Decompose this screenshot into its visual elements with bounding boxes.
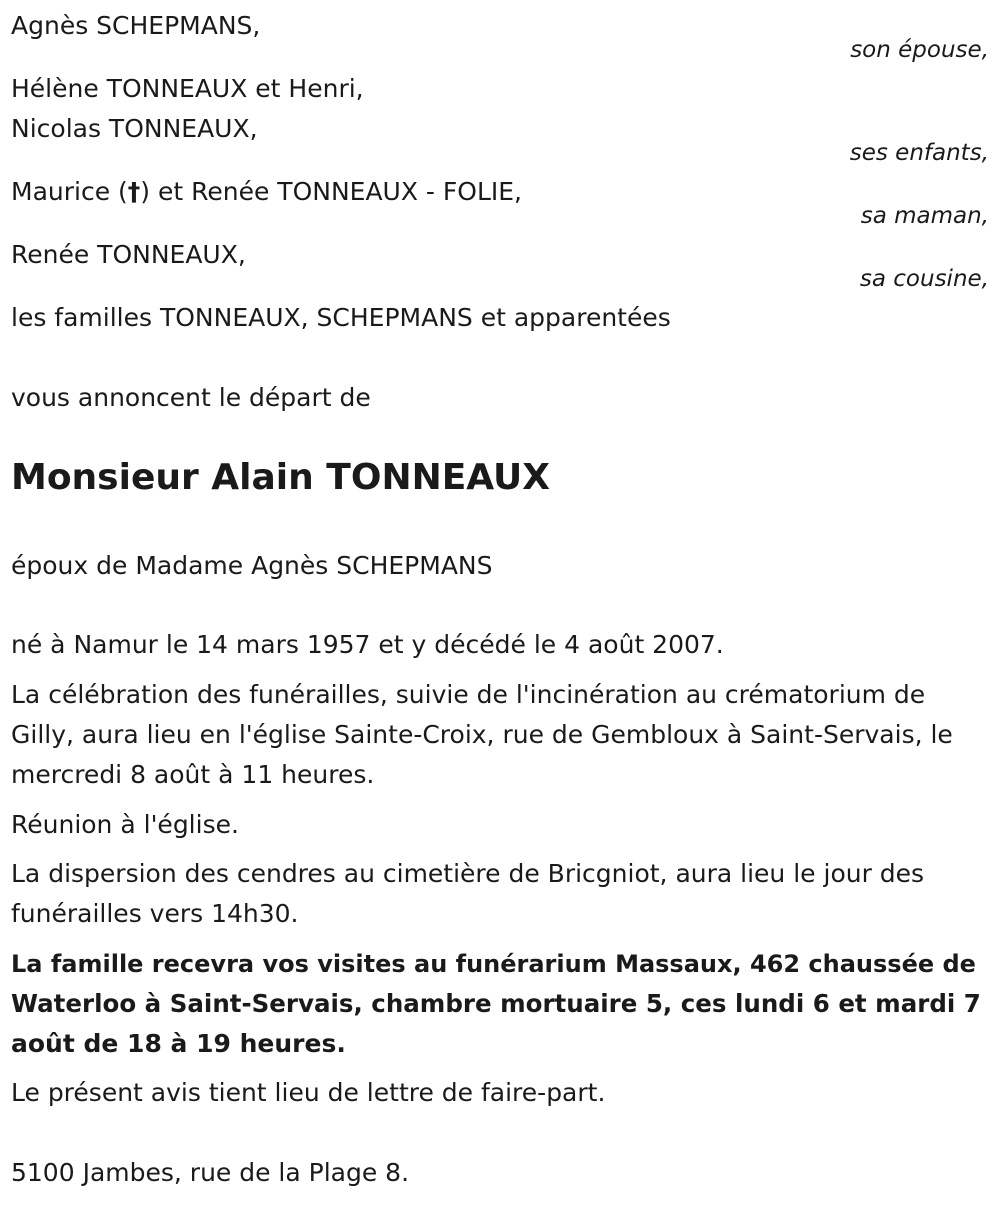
ceremony-line-3: mercredi 8 août à 11 heures. bbox=[11, 760, 375, 789]
ceremony-line-1: La célébration des funérailles, suivie de l'incinération au crématorium de bbox=[11, 680, 926, 709]
meeting-line: Réunion à l'église. bbox=[11, 810, 239, 839]
mourner-name-mother-prefix: Maurice ( bbox=[11, 177, 128, 206]
mourner-name-mother-suffix: ) et Renée TONNEAUX - FOLIE, bbox=[140, 177, 522, 206]
deceased-name: Monsieur Alain TONNEAUX bbox=[11, 457, 551, 498]
visits-line-1: La famille recevra vos visites au funérarium Massaux, 462 chaussée de bbox=[11, 950, 976, 978]
birth-death-line: né à Namur le 14 mars 1957 et y décédé le 4 août 2007. bbox=[11, 630, 724, 659]
dispersion-line-2: funérailles vers 14h30. bbox=[11, 899, 299, 928]
visits-line-2: Waterloo à Saint-Servais, chambre mortuaire 5, ces lundi 6 et mardi 7 bbox=[11, 989, 981, 1018]
mourner-name-spouse: Agnès SCHEPMANS, bbox=[11, 11, 261, 40]
spouse-line: époux de Madame Agnès SCHEPMANS bbox=[11, 551, 493, 580]
ceremony-line-2: Gilly, aura lieu en l'église Sainte-Croix, rue de Gembloux à Saint-Servais, le bbox=[11, 720, 953, 749]
address-line: 5100 Jambes, rue de la Plage 8. bbox=[11, 1158, 410, 1187]
visits-line-3: août de 18 à 19 heures. bbox=[11, 1029, 346, 1058]
death-notice bbox=[11, 0, 989, 1208]
mourner-role-cousin: sa cousine, bbox=[859, 266, 989, 292]
announce-line: vous annoncent le départ de bbox=[11, 383, 371, 412]
mourner-role-children: ses enfants, bbox=[849, 140, 989, 166]
mourner-name-cousin: Renée TONNEAUX, bbox=[11, 240, 246, 269]
families-line: les familles TONNEAUX, SCHEPMANS et apparentées bbox=[11, 303, 671, 332]
cross-icon: † bbox=[127, 177, 141, 206]
notice-line: Le présent avis tient lieu de lettre de faire-part. bbox=[11, 1078, 606, 1107]
mourner-name-children-2: Nicolas TONNEAUX, bbox=[11, 114, 258, 143]
mourner-role-mother: sa maman, bbox=[860, 203, 989, 229]
mourner-role-spouse: son épouse, bbox=[850, 37, 989, 63]
dispersion-line-1: La dispersion des cendres au cimetière de Bricgniot, aura lieu le jour des bbox=[11, 859, 925, 888]
mourner-name-children-1: Hélène TONNEAUX et Henri, bbox=[11, 74, 364, 103]
mourner-name-mother bbox=[11, 172, 522, 212]
